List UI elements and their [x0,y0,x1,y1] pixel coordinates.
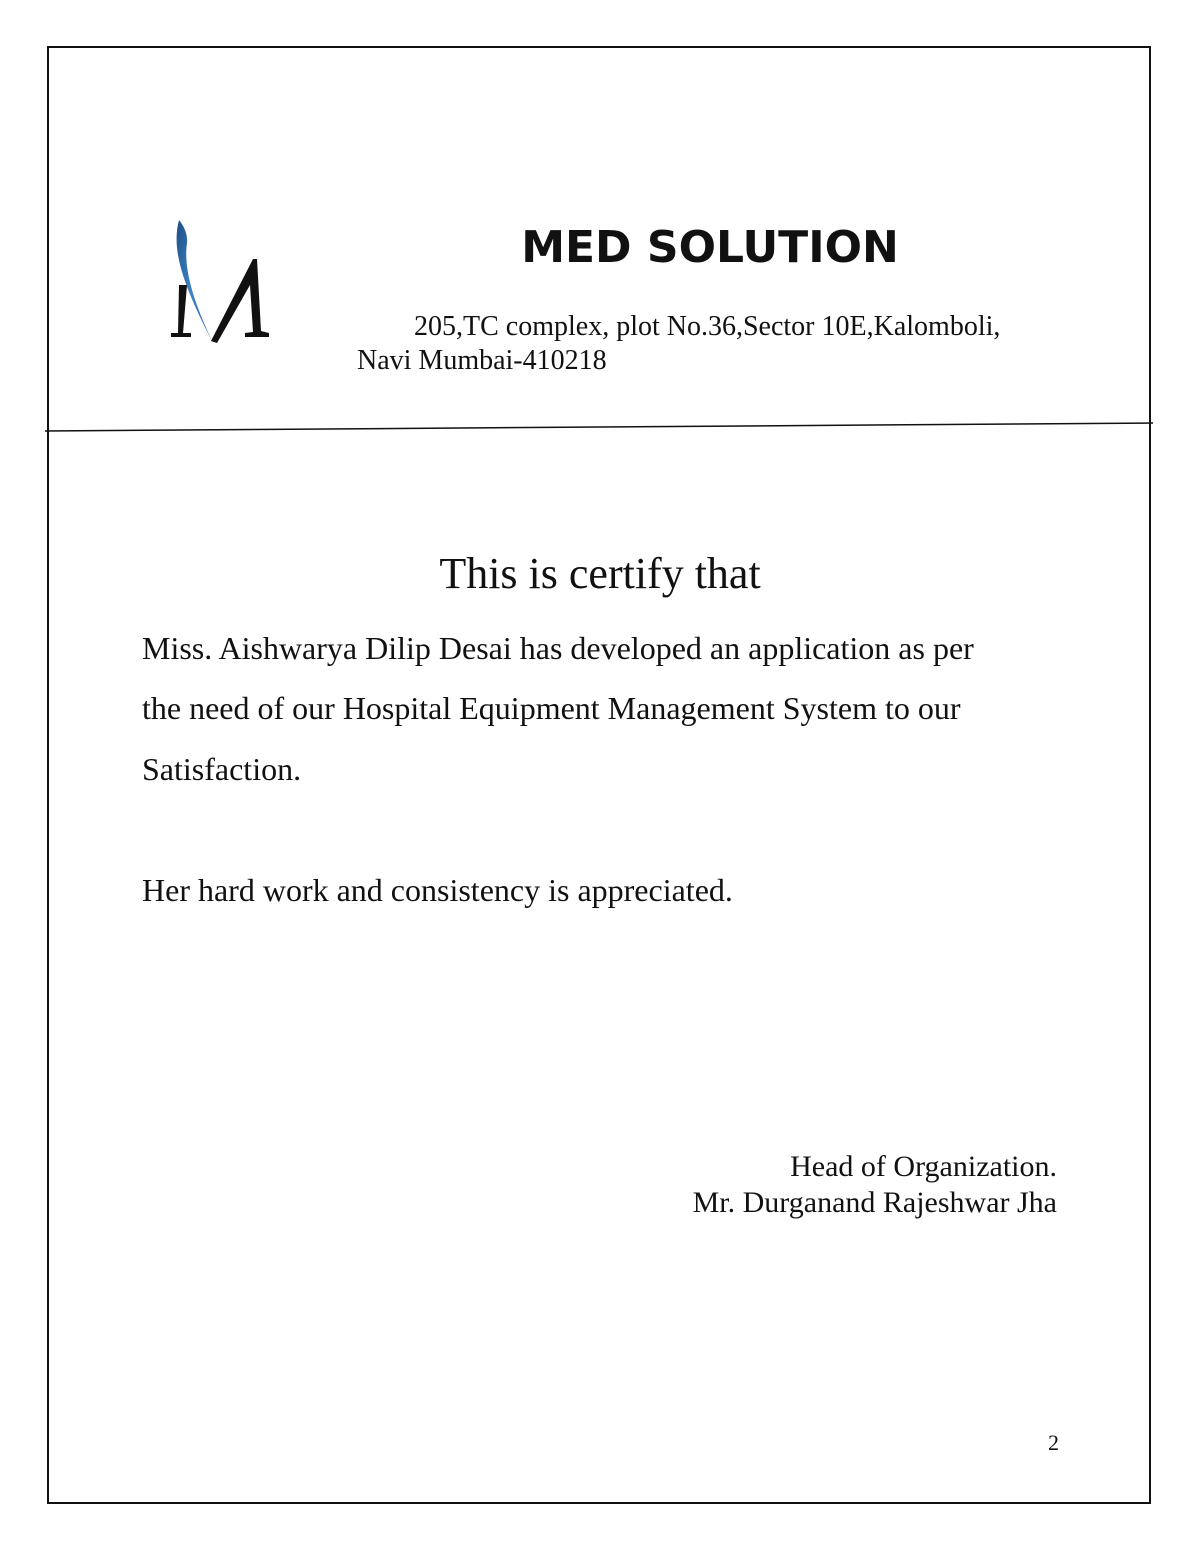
page-number: 2 [1048,1430,1059,1455]
certificate-paragraph-line-2: the need of our Hospital Equipment Management System to our [142,690,961,726]
header-divider [45,420,1153,434]
certificate-heading: This is certify that [439,549,761,598]
m-letter-logo-icon [165,215,285,350]
signatory-name: Mr. Durganand Rajeshwar Jha [692,1186,1057,1219]
address-line-1: 205,TC complex, plot No.36,Sector 10E,Kalomboli, [414,311,1001,342]
address-line-2: Navi Mumbai-410218 [357,345,607,376]
certificate-paragraph-line-1: Miss. Aishwarya Dilip Desai has developed an application as per [142,630,974,666]
certificate-paragraph-line-3: Satisfaction. [142,751,302,787]
signatory-role: Head of Organization. [790,1150,1057,1183]
appreciation-text: Her hard work and consistency is appreciated. [142,872,733,908]
company-name: MED SOLUTION [521,222,899,273]
